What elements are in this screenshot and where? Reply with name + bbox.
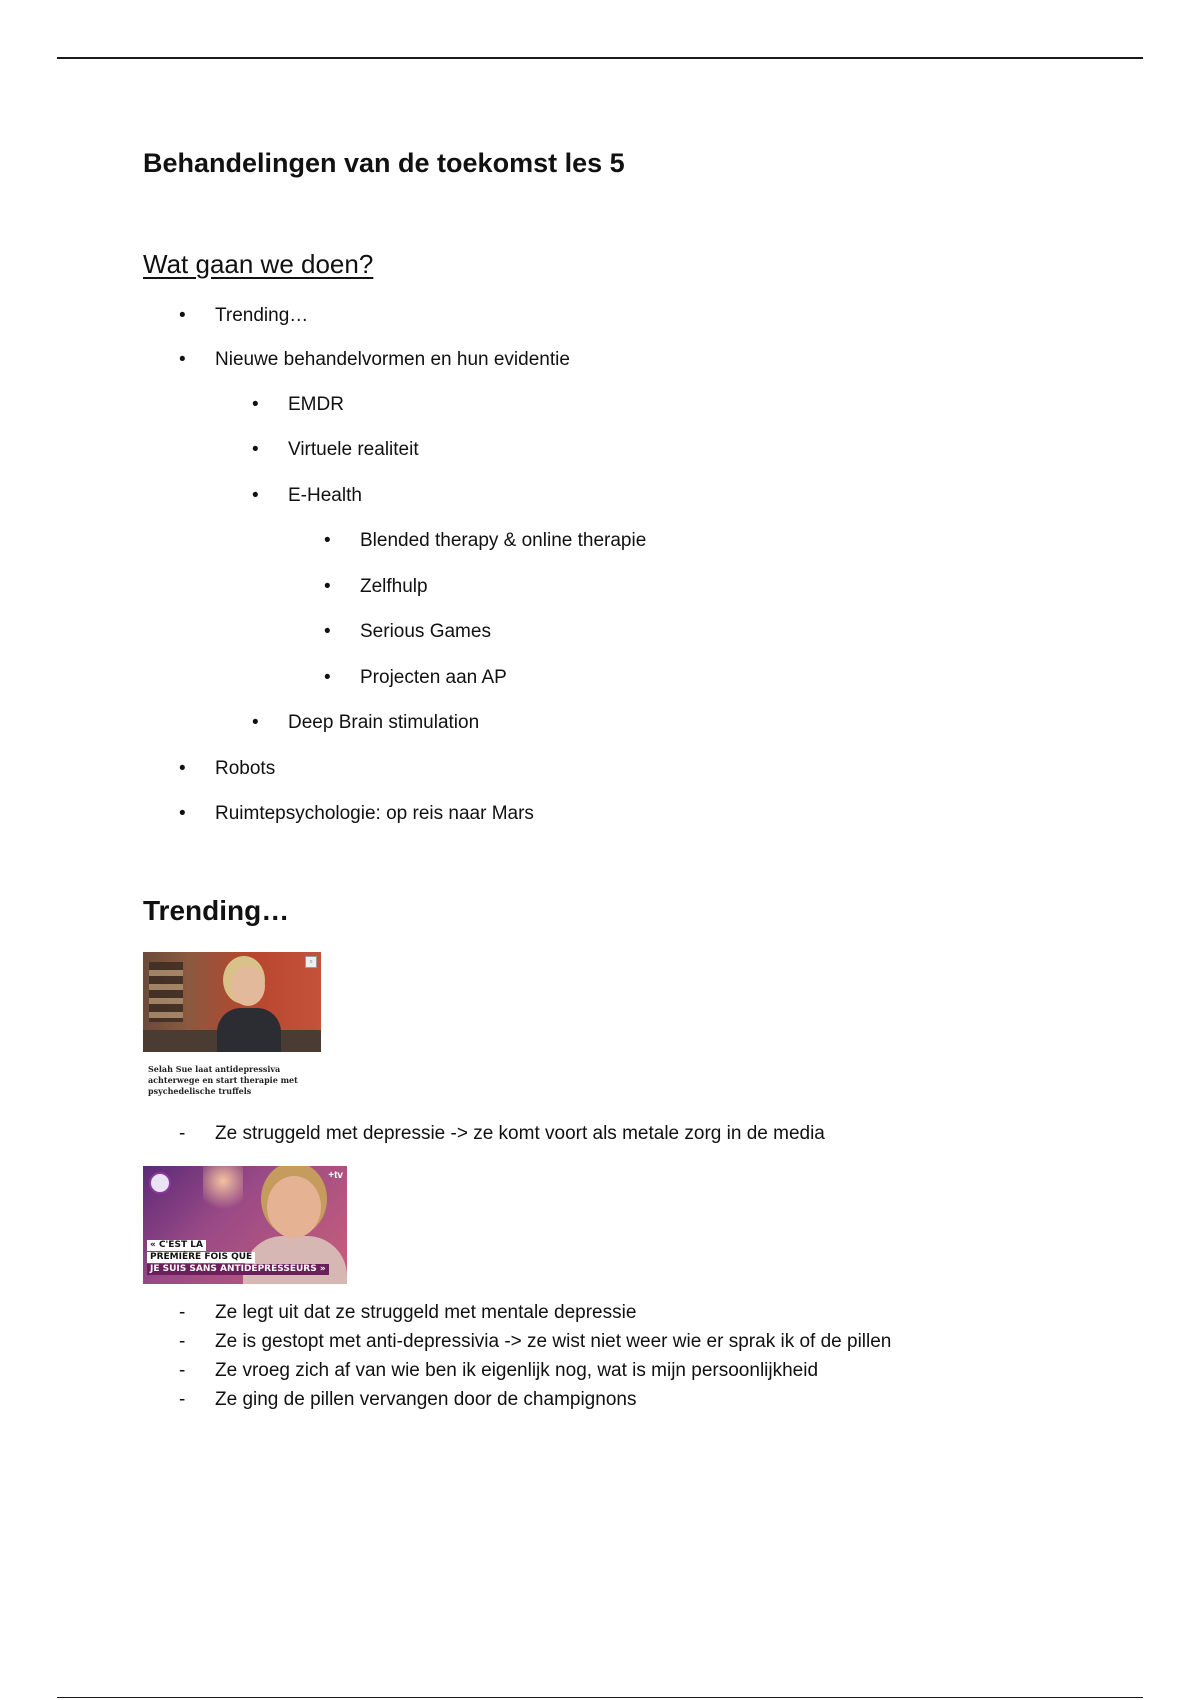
outline-item: • Zelfhulp (360, 573, 428, 601)
tv-banner-line: JE SUIS SANS ANTIDÉPRESSEURS » (147, 1264, 329, 1275)
expand-icon: ▫ (305, 956, 317, 968)
note-item: - Ze struggeld met depressie -> ze komt voort als metale zorg in de media (215, 1120, 825, 1148)
bullet-icon: • (324, 530, 331, 551)
outline-item: • Serious Games (360, 618, 491, 646)
dash-icon: - (179, 1389, 186, 1410)
note-item: - Ze is gestopt met anti-depressivia -> ze wist niet weer wie er sprak ik of de pillen (215, 1328, 891, 1356)
bullet-icon: • (324, 621, 331, 642)
bullet-icon: • (252, 485, 259, 506)
header-rule (57, 57, 1143, 59)
bullet-icon: • (324, 576, 331, 597)
bullet-icon: • (252, 712, 259, 733)
tv-banner-line: « C'EST LA (147, 1240, 206, 1251)
channel-logo-icon (149, 1172, 171, 1194)
section-heading-trending: Trending… (143, 895, 290, 926)
outline-item: • E-Health (288, 482, 362, 510)
note-item: - Ze ging de pillen vervangen door de champignons (215, 1386, 636, 1414)
news-caption: Selah Sue laat antidepressiva achterwege en start therapie met psychedelische truffels (148, 1064, 298, 1096)
news-thumbnail-selah-sue (143, 952, 321, 1102)
dash-icon: - (179, 1302, 186, 1323)
bullet-icon: • (252, 394, 259, 415)
outline-item: • Projecten aan AP (360, 664, 507, 692)
outline-item: • EMDR (288, 391, 344, 419)
outline-item: • Nieuwe behandelvormen en hun evidentie (215, 346, 570, 374)
bullet-icon: • (324, 667, 331, 688)
outline-item: • Blended therapy & online therapie (360, 527, 646, 555)
news-photo (143, 952, 321, 1052)
bullet-icon: • (252, 439, 259, 460)
outline-item: • Virtuele realiteit (288, 436, 419, 464)
tv-banner-line: PREMIÈRE FOIS QUE (147, 1252, 255, 1263)
tv-thumbnail-interview (143, 1166, 347, 1284)
dash-icon: - (179, 1123, 186, 1144)
outline-item: • Deep Brain stimulation (288, 709, 479, 737)
outline-item: • Robots (215, 755, 275, 783)
footer-rule (57, 1697, 1143, 1698)
dash-icon: - (179, 1360, 186, 1381)
bullet-icon: • (179, 349, 186, 370)
document-title: Behandelingen van de toekomst les 5 (143, 148, 625, 178)
bullet-icon: • (179, 803, 186, 824)
section-heading-overview: Wat gaan we doen? (143, 249, 374, 279)
outline-item: • Trending… (215, 302, 308, 330)
bullet-icon: • (179, 305, 186, 326)
dash-icon: - (179, 1331, 186, 1352)
note-item: - Ze vroeg zich af van wie ben ik eigenlijk nog, wat is mijn persoonlijkheid (215, 1357, 818, 1385)
channel-tag: +tv (328, 1170, 343, 1181)
note-item: - Ze legt uit dat ze struggeld met mentale depressie (215, 1299, 636, 1327)
bullet-icon: • (179, 758, 186, 779)
outline-item: • Ruimtepsychologie: op reis naar Mars (215, 800, 534, 828)
